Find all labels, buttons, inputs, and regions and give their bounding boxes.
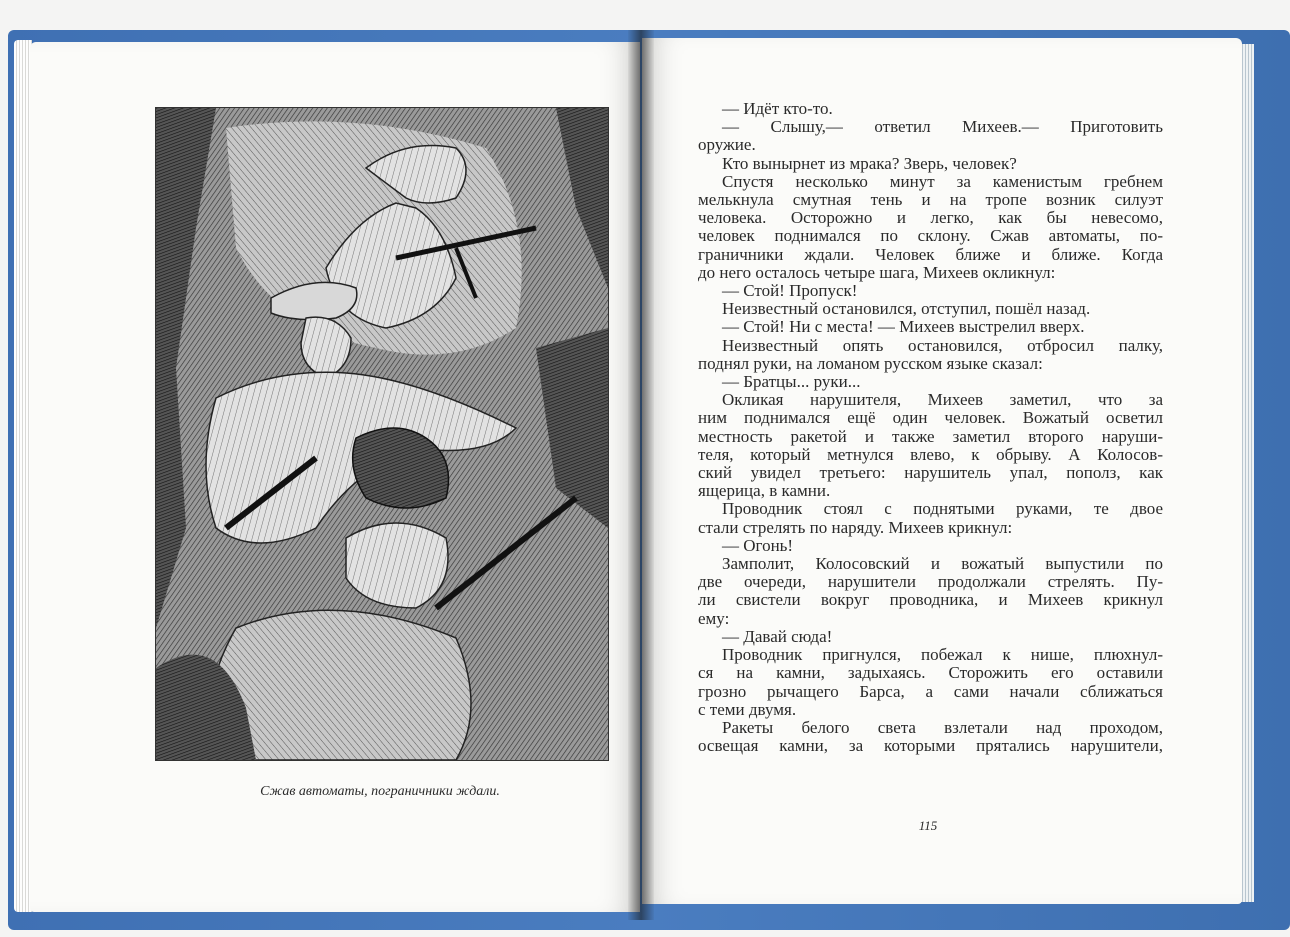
text-line: грозно рычащего Барса, а сами начали сближаться	[698, 682, 1163, 701]
soldiers-ambush-illustration-icon	[155, 107, 609, 761]
text-line: Проводник стоял с поднятыми руками, те двое	[722, 500, 1163, 519]
text-line: до него осталось четыре шага, Михеев окликнул:	[698, 263, 1056, 282]
text-line: — Давай сюда!	[722, 627, 833, 646]
text-line: Кто вынырнет из мрака? Зверь, человек?	[722, 154, 1017, 173]
text-line: — Огонь!	[722, 536, 794, 555]
book-gutter	[628, 30, 654, 920]
body-text	[698, 100, 1163, 755]
text-line: с теми двумя.	[698, 700, 797, 719]
text-line: поднял руки, на ломаном русском языке сказал:	[698, 354, 1043, 373]
text-line: Ракеты белого света взлетали над проходом,	[722, 718, 1163, 737]
text-line: Спустя несколько минут за каменистым гребнем	[722, 172, 1163, 191]
text-line: мелькнула смутная тень и на тропе возник силуэт	[698, 191, 1163, 210]
text-line: ся на камни, задыхаясь. Сторожить его оставили	[698, 664, 1163, 683]
text-line: ним поднимался ещё один человек. Вожатый осветил	[698, 409, 1163, 428]
text-line: — Идёт кто-то.	[722, 100, 833, 118]
text-line: две очереди, нарушители продолжали стрелять. Пу-	[698, 573, 1163, 592]
text-line: теля, который метнулся влево, к обрыву. А Колосов-	[698, 445, 1163, 464]
right-page-edges	[1240, 44, 1254, 902]
text-line: — Слышу,— ответил Михеев.— Приготовить	[722, 118, 1163, 137]
text-line: граничники ждали. Человек ближе и ближе. Когда	[698, 245, 1163, 264]
text-line: стали стрелять по наряду. Михеев крикнул:	[698, 518, 1013, 537]
text-line: Замполит, Колосовский и вожатый выпустили по	[722, 555, 1163, 574]
text-line: ему:	[698, 609, 730, 628]
text-line: — Стой! Ни с места! — Михеев выстрелил вверх.	[722, 318, 1085, 337]
text-line: — Стой! Пропуск!	[722, 282, 858, 301]
text-line: ли свистели вокруг проводника, и Михеев крикнул	[698, 591, 1163, 610]
illustration-caption: Сжав автоматы, пограничники ждали.	[260, 784, 500, 799]
text-line: оружие.	[698, 136, 756, 155]
text-line: освещая камни, за которыми прятались нарушители,	[698, 737, 1163, 756]
text-line: Проводник пригнулся, побежал к нише, плюхнул-	[722, 646, 1163, 665]
text-line: Неизвестный остановился, отступил, пошёл назад.	[722, 300, 1091, 319]
page-number: 115	[918, 818, 938, 833]
text-line: ящерица, в камни.	[698, 482, 831, 501]
text-line: Окликая нарушителя, Михеев заметил, что за	[722, 391, 1163, 410]
text-line: человека. Осторожно и легко, как бы невесомо,	[698, 209, 1163, 228]
text-line: — Братцы... руки...	[722, 373, 861, 392]
text-line: человек поднимался по склону. Сжав автоматы, по-	[698, 227, 1163, 246]
text-line: ский увидел третьего: нарушитель упал, пополз, как	[698, 464, 1163, 483]
text-line: местность ракетой и также заметил второго наруши-	[698, 427, 1163, 446]
text-line: Неизвестный опять остановился, отбросил палку,	[722, 336, 1163, 355]
